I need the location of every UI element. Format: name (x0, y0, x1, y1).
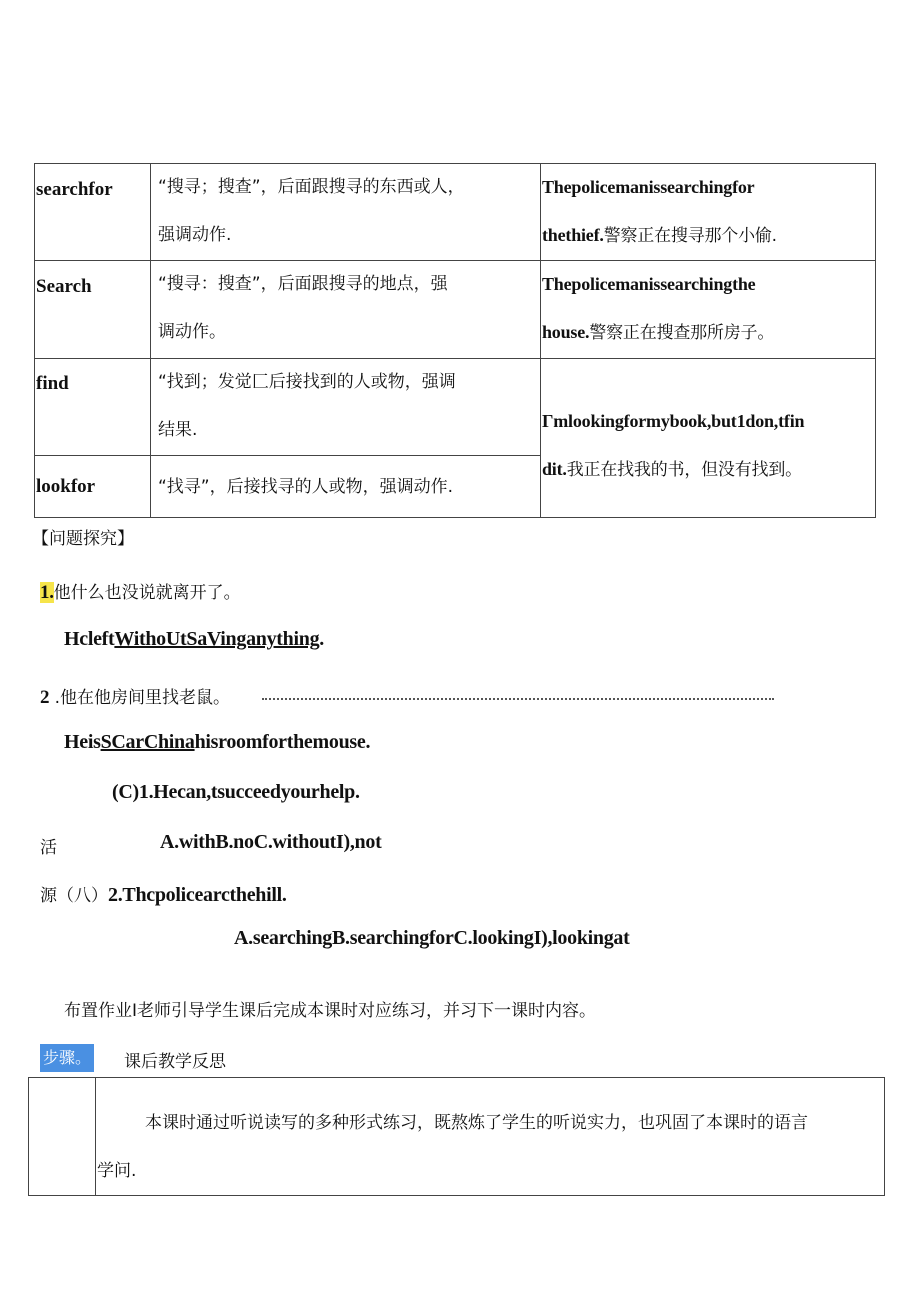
vocab-desc (158, 260, 448, 356)
mc-2-options: A.searchingB.searchingforC.lookingI),lookingat (234, 927, 630, 949)
step-label: 步骤。 (40, 1044, 94, 1072)
vocab-desc (158, 463, 453, 511)
answer-text: Heis (64, 731, 101, 753)
question-2-cn (40, 683, 230, 709)
reflection-line-2: 学问. (97, 1161, 137, 1181)
vocab-example (542, 163, 777, 260)
mc-2-line (40, 881, 287, 907)
vocab-example-cn: 警察正在搜查那所房子。 (589, 323, 775, 343)
reflection-divider (95, 1078, 96, 1195)
mc-1-options: A.withB.noC.withoutI),not (160, 831, 382, 853)
mc-1-side-label: 活 (40, 838, 57, 858)
reflection-line-1: 本课时通过听说读写的多种形式练习，既熬炼了学生的听说实力，也巩固了本课时的语言 (145, 1113, 808, 1133)
dotted-line (262, 698, 774, 700)
question-1-answer (64, 628, 324, 651)
vocab-word: Search (36, 276, 92, 297)
reflection-table (28, 1077, 885, 1196)
vocab-word: find (36, 373, 69, 394)
vocab-desc (158, 358, 456, 454)
vocab-desc-line: “找到；发觉匚后接找到的人或物，强调 (158, 372, 456, 392)
vocab-example-en: house. (542, 322, 590, 342)
vocab-word: lookfor (36, 476, 96, 497)
answer-underlined: WithoUtSaVinganything (114, 628, 320, 650)
question-1-number: 1. (40, 582, 54, 603)
vocab-desc-line: 强调动作. (158, 225, 232, 245)
answer-text: hisroomforthemouse. (194, 731, 371, 753)
question-2-number: 2 (40, 687, 50, 708)
mc-2-side-label: 源（八） (40, 886, 108, 906)
vocab-word: searchfor (36, 179, 113, 200)
vocab-example-cn: 警察正在搜寻那个小偷. (603, 226, 777, 246)
vocab-desc-line: “找寻”，后接找寻的人或物，强调动作. (158, 477, 454, 497)
vocab-desc-line: 结果. (158, 420, 198, 440)
mc-1-question: (C)1.Hecan,tsucceedyourhelp. (112, 781, 360, 803)
vocab-desc (158, 163, 465, 259)
vocab-example-en: thethief. (542, 225, 604, 245)
vocab-example-cn: 我正在找我的书，但没有找到。 (566, 460, 802, 480)
vocab-table (34, 163, 876, 518)
vocab-example (542, 260, 774, 357)
question-2-text: .他在他房间里找老鼠。 (49, 688, 231, 708)
vocab-desc-line: 调动作。 (158, 322, 226, 342)
answer-text: . (319, 628, 324, 650)
mc-2-question: 2.Thcpolicearcthehill. (108, 884, 287, 906)
vocab-desc-line: “搜寻；搜查”，后面跟搜寻的东西或人， (158, 177, 465, 197)
homework-text: 布置作业I老师引导学生课后完成本课时对应练习，并习下一课时内容。 (64, 1001, 597, 1021)
section-title: 【问题探究】 (32, 529, 134, 549)
vocab-example (542, 397, 804, 494)
vocab-example-line: Thepolicemanissearchingthe (542, 274, 756, 294)
vocab-example-en: dit. (542, 459, 567, 479)
reflection-title: 课后教学反思 (124, 1052, 226, 1072)
question-1-cn (40, 578, 241, 604)
question-2-answer (64, 731, 370, 754)
question-1-text: 他什么也没说就离开了。 (53, 583, 241, 603)
vocab-example-line: Thepolicemanissearchingfor (542, 177, 755, 197)
vocab-desc-line: “搜寻：搜查”，后面跟搜寻的地点，强 (158, 274, 448, 294)
answer-text: Hcleft (64, 628, 115, 650)
answer-underlined: SCarChina (100, 731, 195, 753)
vocab-example-line: Γmlookingformybook,but1don,tfin (542, 411, 805, 431)
